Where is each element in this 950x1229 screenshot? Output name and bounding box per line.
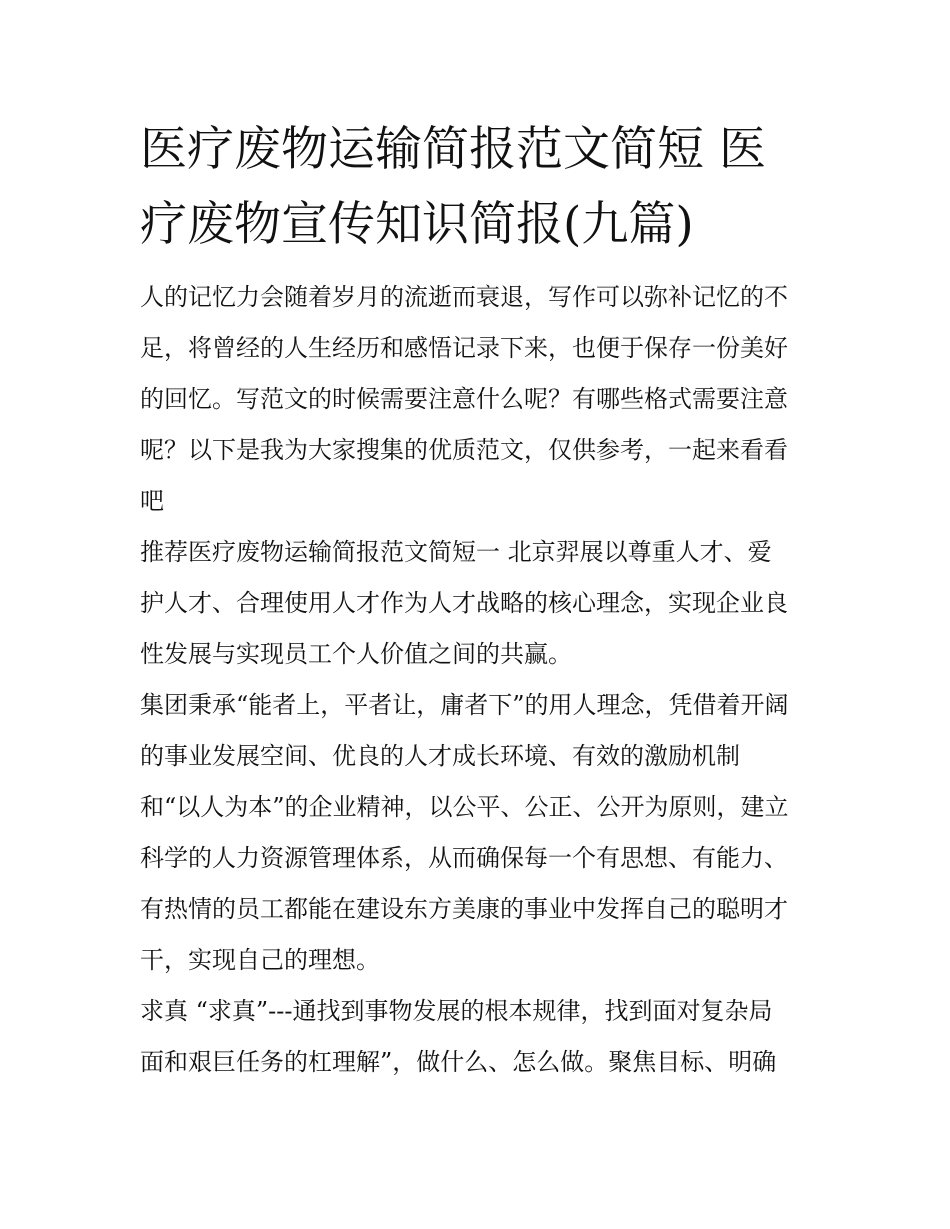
text-line: 足，将曾经的人生经历和感悟记录下来，也便于保存一份美好 xyxy=(140,334,788,362)
text-line: 面和艰巨任务的杠理解”，做什么、怎么做。聚焦目标、明确 xyxy=(140,1048,777,1076)
text-line: 集团秉承“能者上，平者让，庸者下”的用人理念，凭借着开阔 xyxy=(140,691,789,719)
text-line: 人的记忆力会随着岁月的流逝而衰退，写作可以弥补记忆的不 xyxy=(140,283,788,311)
text-line: 的事业发展空间、优良的人才成长环境、有效的激励机制 xyxy=(140,742,740,770)
text-line: 有热情的员工都能在建设东方美康的事业中发挥自己的聪明才 xyxy=(140,895,788,923)
paragraph-truth-seeking xyxy=(140,986,815,1088)
text-line: 的回忆。写范文的时候需要注意什么呢？有哪些格式需要注意 xyxy=(140,385,788,413)
text-line: 干，实现自己的理想。 xyxy=(140,946,380,974)
title-line: 医疗废物运输简报范文简短 医 xyxy=(140,122,766,177)
text-line: 科学的人力资源管理体系，从而确保每一个有思想、有能力、 xyxy=(140,844,788,872)
document-body xyxy=(140,272,815,1088)
text-line: 护人才、合理使用人才作为人才战略的核心理念，实现企业良 xyxy=(140,589,788,617)
text-line: 性发展与实现员工个人价值之间的共赢。 xyxy=(140,640,572,668)
text-line: 呢？以下是我为大家搜集的优质范文，仅供参考，一起来看看 xyxy=(140,436,788,464)
paragraph-philosophy xyxy=(140,680,815,986)
paragraph-intro xyxy=(140,272,815,527)
paragraph-recommendation xyxy=(140,527,815,680)
document-title xyxy=(140,112,815,262)
text-line: 推荐医疗废物运输简报范文简短一 北京羿展以尊重人才、爱 xyxy=(140,538,772,566)
text-line: 和“以人为本”的企业精神，以公平、公正、公开为原则，建立 xyxy=(140,793,789,821)
document-content xyxy=(140,112,815,1088)
text-line: 求真 “求真”---通找到事物发展的根本规律，找到面对复杂局 xyxy=(140,997,773,1025)
title-line: 疗废物宣传知识简报(九篇) xyxy=(140,197,694,252)
text-line: 吧 xyxy=(140,487,164,515)
